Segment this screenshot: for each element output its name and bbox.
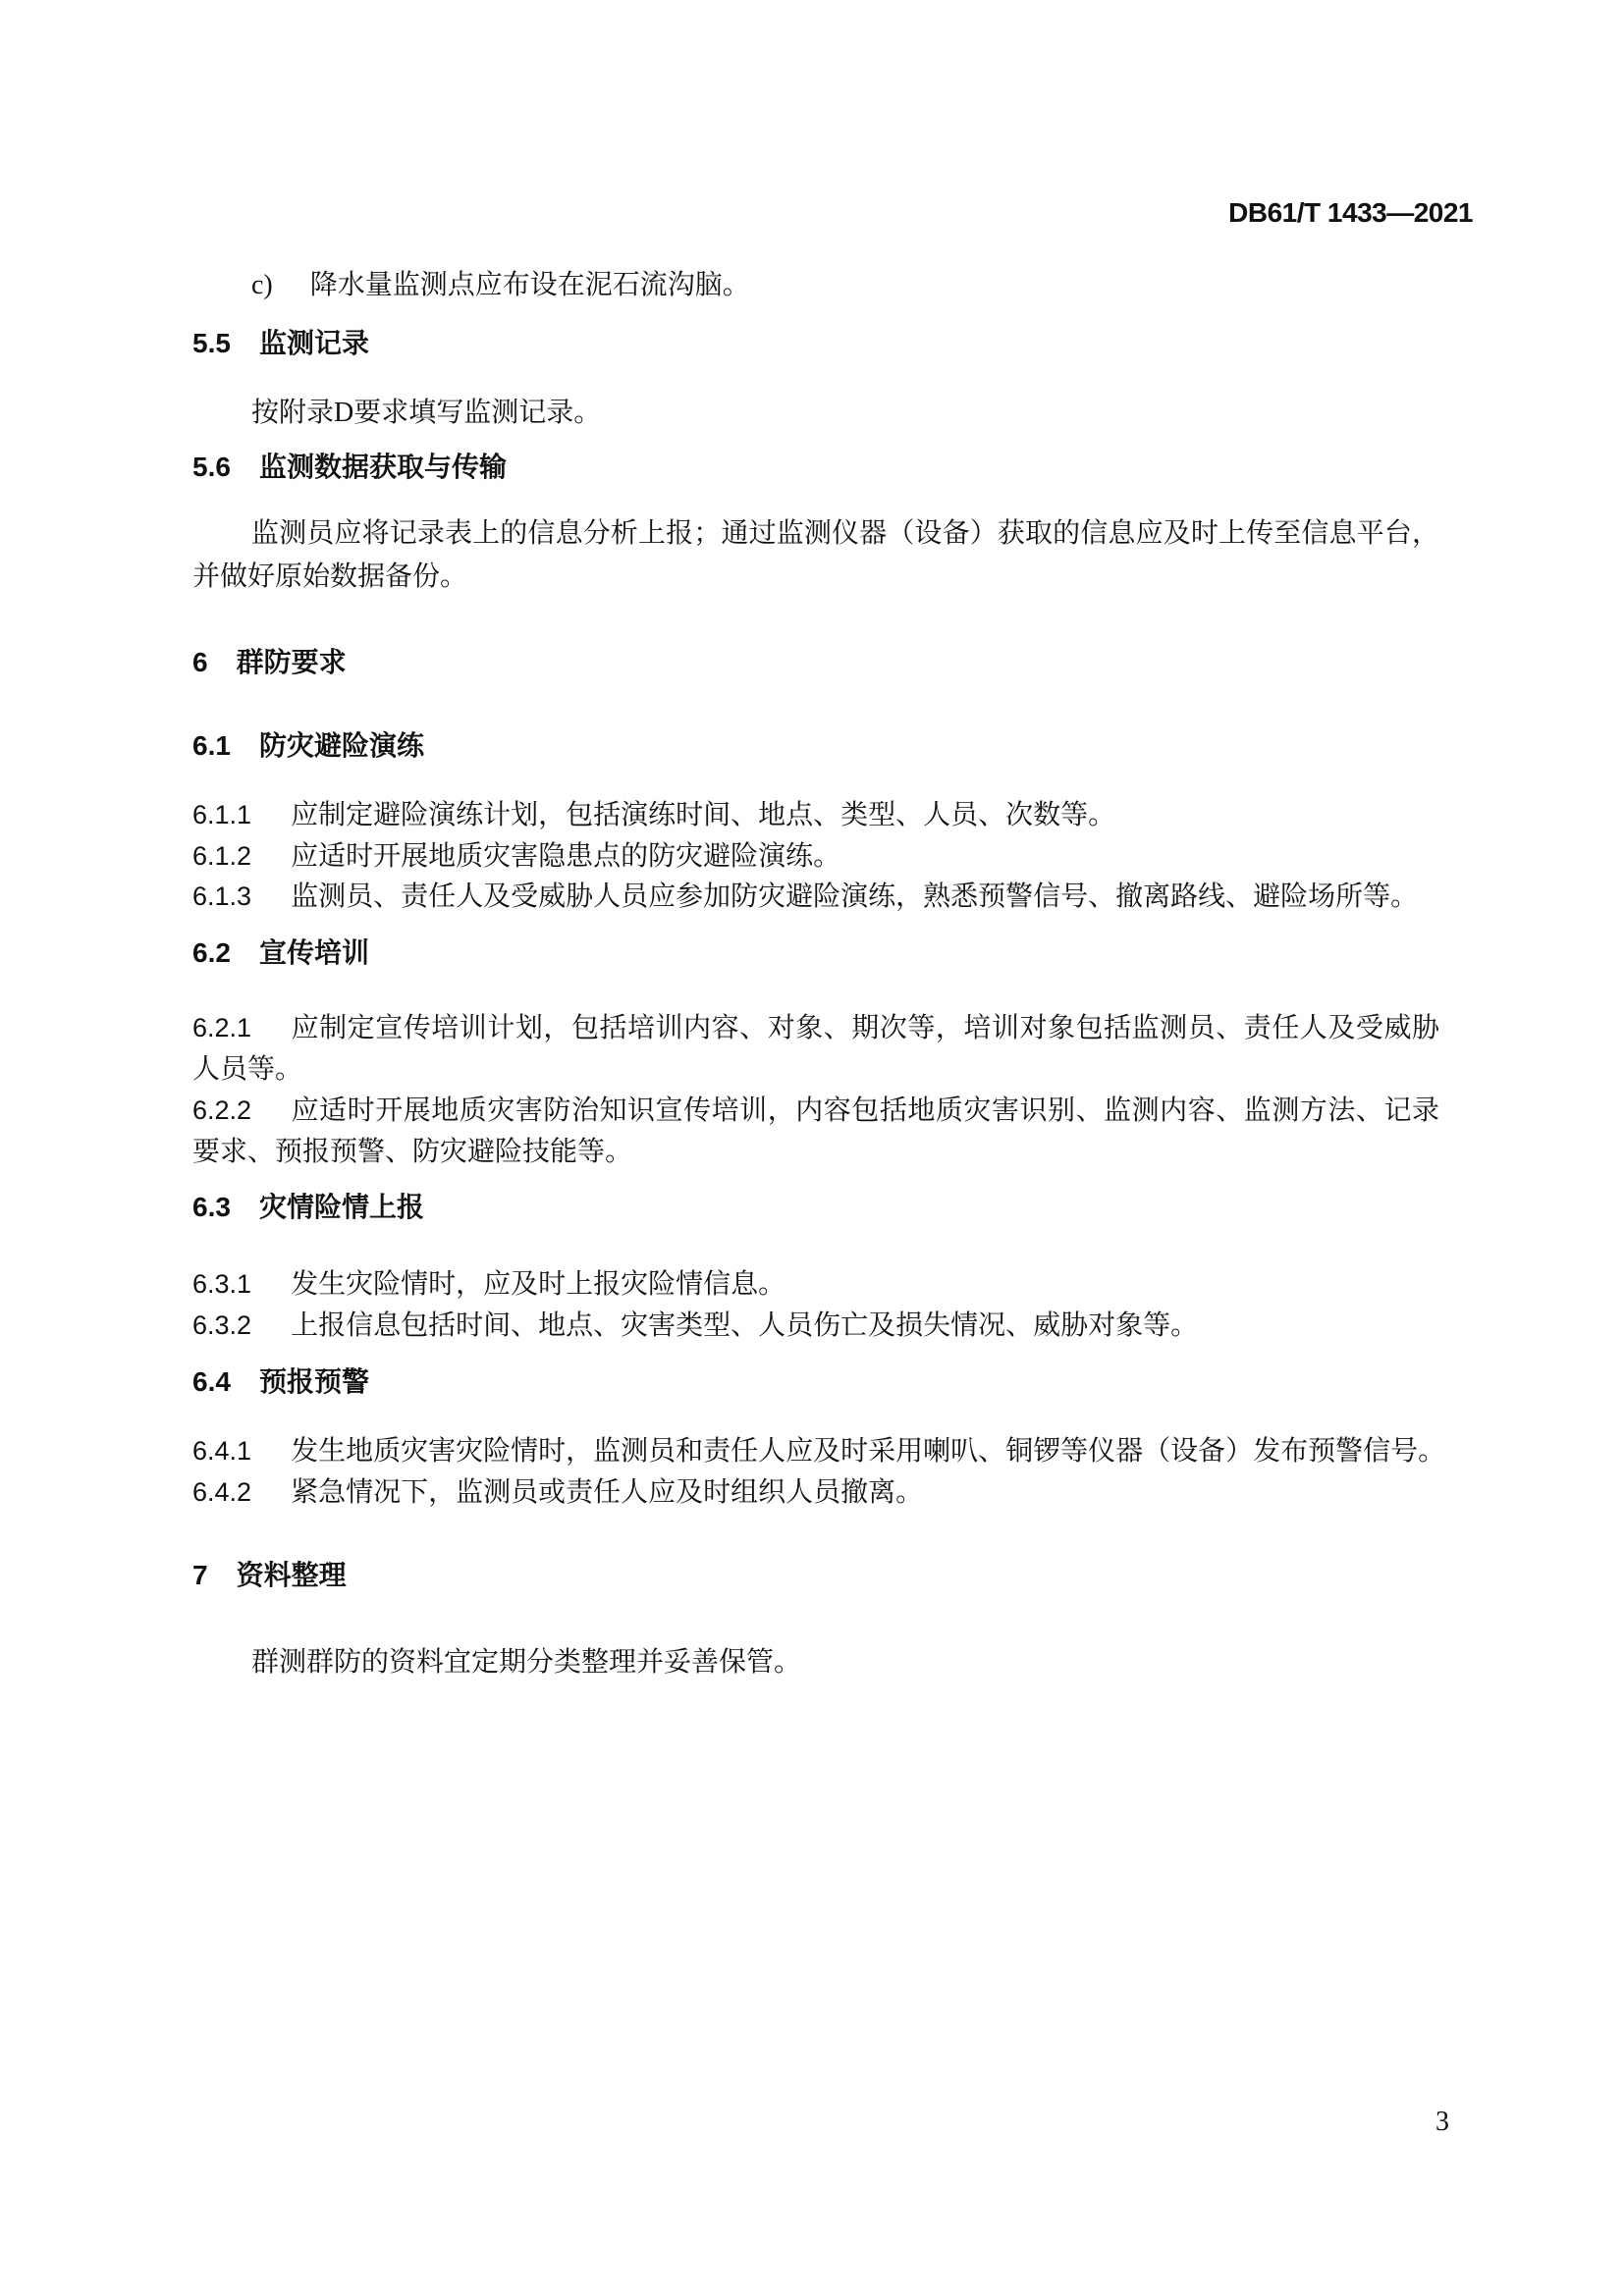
heading-5-6 — [192, 451, 1473, 484]
heading-number: 6.2 — [192, 937, 231, 968]
clause-text: 应制定避险演练计划，包括演练时间、地点、类型、人员、次数等。 — [291, 800, 1116, 830]
paragraph-text: 群测群防的资料宜定期分类整理并妥善保管。 — [251, 1647, 802, 1678]
paragraph-5-5 — [192, 392, 1439, 435]
clause-6-3-2 — [192, 1305, 1439, 1347]
heading-number: 6.3 — [192, 1192, 231, 1222]
clause-text: 紧急情况下，监测员或责任人应及时组织人员撤离。 — [291, 1477, 924, 1508]
clause-text: 上报信息包括时间、地点、灾害类型、人员伤亡及损失情况、威胁对象等。 — [291, 1310, 1199, 1341]
clause-text: 应适时开展地质灾害隐患点的防灾避险演练。 — [291, 841, 841, 872]
clause-6-4-2 — [192, 1471, 1439, 1514]
clause-6-1-1 — [192, 794, 1439, 836]
heading-number: 6.1 — [192, 730, 231, 761]
clause-text: 发生灾险情时，应及时上报灾险情信息。 — [291, 1269, 786, 1300]
running-header — [192, 197, 1473, 229]
heading-title: 群防要求 — [236, 647, 347, 677]
heading-title: 灾情险情上报 — [258, 1192, 424, 1222]
heading-title: 预报预警 — [258, 1366, 369, 1397]
heading-title: 监测记录 — [258, 328, 369, 358]
clause-number: 6.4.2 — [192, 1477, 252, 1507]
heading-6-1 — [192, 729, 1473, 763]
heading-title: 防灾避险演练 — [258, 730, 424, 761]
list-text: 降水量监测点应布设在泥石流沟脑。 — [309, 270, 750, 300]
clause-text: 应适时开展地质灾害防治知识宣传培训，内容包括地质灾害识别、监测内容、监测方法、记录要求、预报预警、防灾避险技能等。 — [192, 1095, 1439, 1167]
page-number-value: 3 — [1435, 2107, 1449, 2137]
clause-number: 6.4.1 — [192, 1436, 252, 1466]
clause-6-1-2 — [192, 835, 1439, 878]
clause-number: 6.1.1 — [192, 800, 252, 829]
heading-title: 宣传培训 — [258, 937, 369, 968]
clause-6-4-1 — [192, 1430, 1446, 1472]
heading-number: 6.4 — [192, 1366, 231, 1397]
heading-6 — [192, 646, 1473, 679]
paragraph-text: 监测员应将记录表上的信息分析上报；通过监测仪器（设备）获取的信息应及时上传至信息平台，并做好原始数据备份。 — [192, 518, 1439, 592]
heading-title: 资料整理 — [236, 1560, 347, 1590]
heading-number: 6 — [192, 647, 208, 677]
heading-number: 7 — [192, 1560, 208, 1590]
clause-number: 6.3.1 — [192, 1269, 252, 1299]
clause-6-2-2 — [192, 1090, 1439, 1173]
clause-text: 发生地质灾害灾险情时，监测员和责任人应及时采用喇叭、铜锣等仪器（设备）发布预警信号。 — [291, 1436, 1446, 1467]
paragraph-7 — [192, 1641, 1439, 1684]
heading-5-5 — [192, 327, 1473, 360]
heading-6-4 — [192, 1365, 1473, 1399]
paragraph-5-6 — [192, 512, 1439, 599]
clause-number: 6.2.1 — [192, 1013, 252, 1042]
heading-6-2 — [192, 936, 1473, 970]
heading-title: 监测数据获取与传输 — [258, 452, 507, 482]
clause-number: 6.1.2 — [192, 841, 252, 871]
clause-6-1-3 — [192, 876, 1439, 918]
clause-text: 监测员、责任人及受威胁人员应参加防灾避险演练，熟悉预警信号、撤离路线、避险场所等。 — [291, 881, 1419, 912]
clause-6-3-1 — [192, 1263, 1439, 1306]
clause-6-2-1 — [192, 1007, 1439, 1091]
heading-number: 5.6 — [192, 452, 231, 482]
heading-7 — [192, 1559, 1473, 1592]
heading-number: 5.5 — [192, 328, 231, 358]
list-item-c — [192, 265, 1532, 306]
clause-number: 6.2.2 — [192, 1095, 252, 1125]
clause-number: 6.1.3 — [192, 881, 252, 911]
clause-text: 应制定宣传培训计划，包括培训内容、对象、期次等，培训对象包括监测员、责任人及受威胁人员等。 — [192, 1013, 1439, 1085]
paragraph-text: 按附录D要求填写监测记录。 — [251, 398, 602, 428]
heading-6-3 — [192, 1191, 1473, 1224]
list-marker: c) — [251, 270, 273, 300]
standard-code: DB61/T 1433—2021 — [1228, 197, 1473, 228]
page-number — [192, 2107, 1449, 2138]
clause-number: 6.3.2 — [192, 1310, 252, 1340]
